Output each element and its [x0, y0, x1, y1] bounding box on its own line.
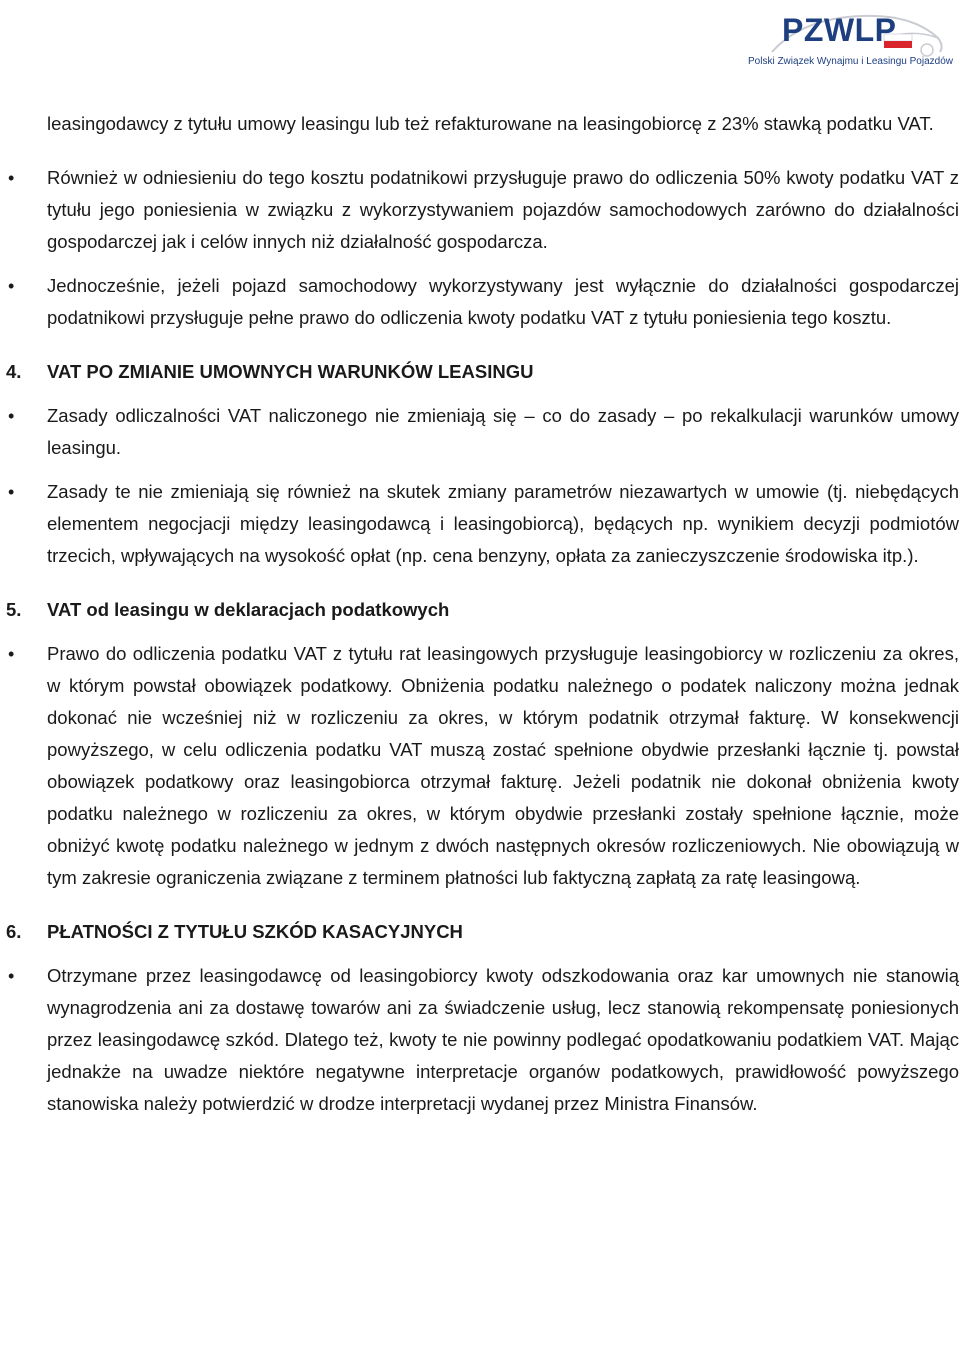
- logo-title: PZWLP: [782, 12, 897, 48]
- bullet-icon: •: [8, 406, 15, 426]
- document-body: [0, 108, 960, 1120]
- section-number: 6.: [6, 921, 22, 942]
- section-title: VAT PO ZMIANIE UMOWNYCH WARUNKÓW LEASINGU: [47, 361, 534, 382]
- list-item: [0, 638, 959, 894]
- list-item: [0, 960, 959, 1120]
- list-item-text: Otrzymane przez leasingodawcę od leasingobiorcy kwoty odszkodowania oraz kar umownych nie stanowią wynagrodzenia ani za dostawę towarów ani za świadczenie usług, lecz stanowią rekompensatę poniesionych przez leasingodawcę szkód. Dlatego też, kwoty te nie powinny podlegać opodatkowaniu podatkiem VAT. Mając jednakże na uwadze niektóre negatywne interpretacje organów podatkowych, prawidłowość powyższego stanowiska należy potwierdzić w drodze interpretacji wydanej przez Ministra Finansów.: [47, 965, 959, 1114]
- logo-subtitle: Polski Związek Wynajmu i Leasingu Pojazdów: [748, 56, 953, 67]
- bullet-icon: •: [8, 966, 15, 986]
- section-heading: [0, 594, 960, 626]
- list-item: [0, 270, 959, 334]
- section-title: VAT od leasingu w deklaracjach podatkowych: [47, 599, 450, 620]
- list-item: [0, 400, 959, 464]
- section-number: 5.: [6, 599, 22, 620]
- intro-paragraph: leasingodawcy z tytułu umowy leasingu lub też refakturowane na leasingobiorcę z 23% stawką podatku VAT.: [47, 113, 934, 134]
- pzwlp-logo: [742, 8, 953, 76]
- list-item: [0, 476, 959, 572]
- bullet-icon: •: [8, 482, 15, 502]
- section-heading: [0, 356, 960, 388]
- section-number: 4.: [6, 361, 22, 382]
- bullet-icon: •: [8, 168, 15, 188]
- section-title: PŁATNOŚCI Z TYTUŁU SZKÓD KASACYJNYCH: [47, 921, 463, 942]
- list-item: [0, 162, 959, 258]
- list-item-text: Jednocześnie, jeżeli pojazd samochodowy wykorzystywany jest wyłącznie do działalności gospodarczej podatnikowi przysługuje pełne prawo do odliczenia kwoty podatku VAT z tytułu poniesienia tego kosztu.: [47, 275, 959, 328]
- list-item-text: Zasady te nie zmieniają się również na skutek zmiany parametrów niezawartych w umowie (tj. niebędących elementem negocjacji między leasingodawcą i leasingobiorcą), będących np. wynikiem decyzji podmiotów trzecich, wpływających na wysokość opłat (np. cena benzyny, opłata za zanieczyszczenie środowiska itp.).: [47, 481, 959, 566]
- list-item-text: Prawo do odliczenia podatku VAT z tytułu rat leasingowych przysługuje leasingobiorcy w rozliczeniu za okres, w którym powstał obowiązek podatkowy. Obniżenia podatku należnego o podatek naliczony można jednak dokonać nie wcześniej niż w rozliczeniu za okres, w którym podatnik otrzymał fakturę. W konsekwencji powyższego, w celu odliczenia podatku VAT muszą zostać spełnione obydwie przesłanki łącznie tj. powstał obowiązek podatkowy oraz leasingobiorca otrzymał fakturę. Jeżeli podatnik nie dokonał obniżenia kwoty podatku należnego w rozliczeniu za okres, w którym obydwie przesłanki zostały spełnione łącznie, może obniżyć kwotę podatku należnego w jednym z dwóch następnych okresów rozliczeniowych. Nie obowiązują w tym zakresie ograniczenia związane z terminem płatności lub faktyczną zapłatą za ratę leasingową.: [47, 643, 959, 888]
- list-item-text: Również w odniesieniu do tego kosztu podatnikowi przysługuje prawo do odliczenia 50% kwoty podatku VAT z tytułu jego poniesienia w związku z wykorzystywaniem pojazdów samochodowych zarówno do działalności gospodarczej jak i celów innych niż działalność gospodarcza.: [47, 167, 959, 252]
- bullet-icon: •: [8, 644, 15, 664]
- bullet-icon: •: [8, 276, 15, 296]
- section-heading: [0, 916, 960, 948]
- list-item-text: Zasady odliczalności VAT naliczonego nie zmieniają się – co do zasady – po rekalkulacji warunków umowy leasingu.: [47, 405, 959, 458]
